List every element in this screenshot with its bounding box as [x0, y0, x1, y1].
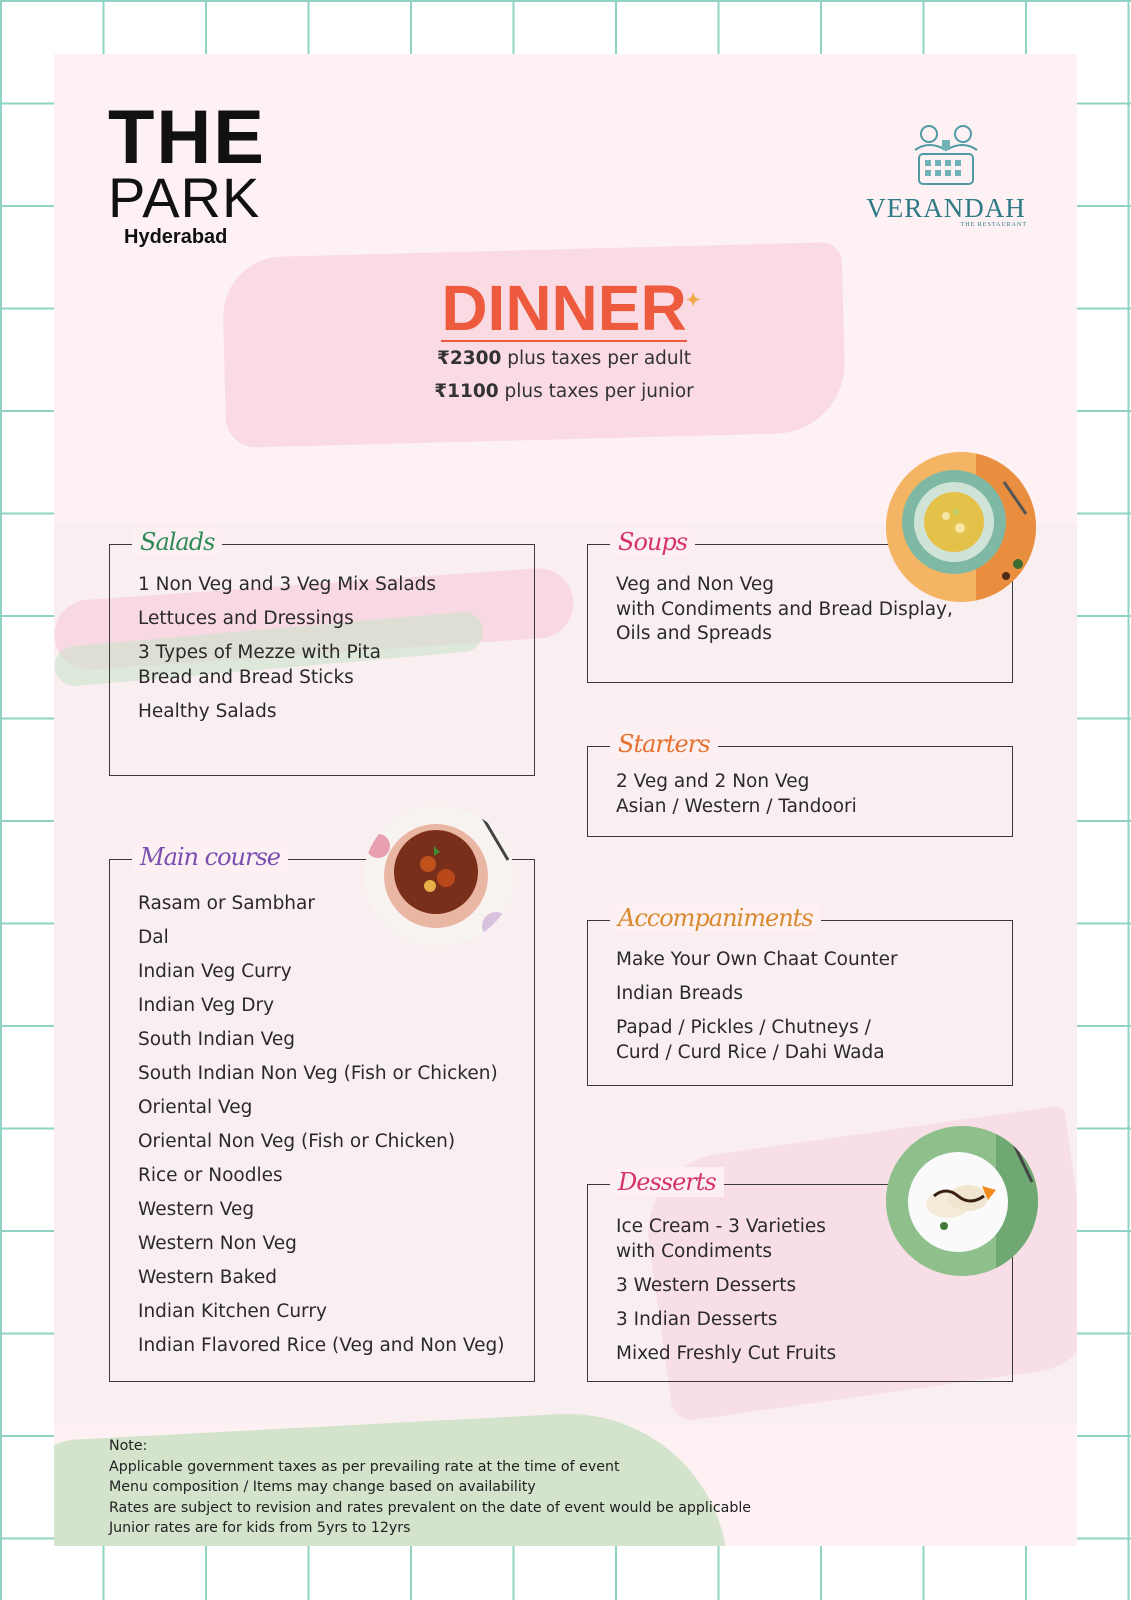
- desserts-list: [616, 1215, 836, 1376]
- menu-sheet: [54, 54, 1077, 1546]
- dinner-header: [354, 272, 774, 408]
- list-item: Indian Breads: [616, 983, 743, 1004]
- main-course-title: Main course: [132, 842, 288, 872]
- list-item: Indian Veg Curry: [138, 961, 292, 982]
- list-item: Oils and Spreads: [616, 623, 772, 644]
- price-adult: ₹2300 plus taxes per adult: [436, 348, 692, 369]
- logo-the: THE: [108, 95, 266, 180]
- list-item: Oriental Veg: [138, 1097, 253, 1118]
- list-item: 3 Types of Mezze with Pita: [138, 642, 382, 663]
- list-item: Asian / Western / Tandoori: [616, 795, 857, 817]
- note-line: Rates are subject to revision and rates prevalent on the date of event would be applicable: [109, 1499, 751, 1516]
- list-item: Healthy Salads: [138, 700, 277, 722]
- note-line: Applicable government taxes as per prevailing rate at the time of event: [109, 1458, 620, 1475]
- list-item: Indian Flavored Rice (Veg and Non Veg): [138, 1335, 505, 1356]
- restaurant-name: VERANDAH: [866, 193, 1026, 223]
- list-item: Curd / Curd Rice / Dahi Wada: [616, 1041, 885, 1063]
- soup-bowl-image: [886, 452, 1036, 602]
- salads-title: Salads: [132, 527, 222, 557]
- list-item: Oriental Non Veg (Fish or Chicken): [138, 1131, 456, 1152]
- restaurant-tagline: THE RESTAURANT: [960, 222, 1027, 228]
- list-item: Bread and Bread Sticks: [138, 666, 354, 688]
- meal-title: DINNER: [441, 272, 687, 344]
- salads-list: [138, 573, 436, 734]
- starters-list: [616, 770, 857, 819]
- list-item: Western Baked: [138, 1267, 277, 1288]
- verandah-logo: [861, 120, 1031, 228]
- list-item: with Condiments: [616, 1240, 772, 1262]
- dessert-plate-image: [886, 1126, 1038, 1276]
- soups-title: Soups: [610, 527, 695, 557]
- curry-bowl-image: [364, 806, 514, 946]
- list-item: Rasam or Sambhar: [138, 893, 315, 914]
- list-item: Make Your Own Chaat Counter: [616, 949, 898, 970]
- list-item: Rice or Noodles: [138, 1165, 283, 1186]
- list-item: 3 Western Desserts: [616, 1274, 797, 1296]
- list-item: 3 Indian Desserts: [616, 1308, 778, 1330]
- list-item: Ice Cream - 3 Varieties: [616, 1216, 826, 1237]
- list-item: Western Non Veg: [138, 1233, 297, 1254]
- list-item: Mixed Freshly Cut Fruits: [616, 1342, 837, 1364]
- list-item: Lettuces and Dressings: [138, 608, 354, 629]
- desserts-title: Desserts: [610, 1167, 724, 1197]
- verandah-emblem-icon: [905, 120, 987, 192]
- note-line: Junior rates are for kids from 5yrs to 12yrs: [109, 1520, 411, 1537]
- accompaniments-section: [587, 904, 1013, 1086]
- list-item: Dal: [138, 927, 169, 948]
- notes-block: [109, 1436, 751, 1539]
- list-item: Western Veg: [138, 1199, 255, 1220]
- list-item: Papad / Pickles / Chutneys /: [616, 1017, 871, 1038]
- notes-heading: Note:: [109, 1438, 148, 1454]
- the-park-logo: [108, 95, 308, 250]
- sparkle-icon: ✦: [685, 290, 701, 310]
- list-item: with Condiments and Bread Display,: [616, 598, 953, 620]
- accompaniments-list: [616, 948, 898, 1065]
- price-junior: ₹1100 plus taxes per junior: [434, 381, 694, 402]
- salads-section: [109, 528, 535, 776]
- accompaniments-title: Accompaniments: [610, 903, 821, 933]
- note-line: Menu composition / Items may change based on availability: [109, 1479, 536, 1496]
- main-course-list: [138, 892, 504, 1368]
- list-item: 1 Non Veg and 3 Veg Mix Salads: [138, 574, 437, 595]
- list-item: South Indian Non Veg (Fish or Chicken): [138, 1063, 498, 1084]
- list-item: South Indian Veg: [138, 1029, 295, 1050]
- list-item: 2 Veg and 2 Non Veg: [616, 771, 810, 792]
- list-item: Veg and Non Veg: [616, 574, 775, 595]
- logo-park: PARK: [108, 166, 261, 229]
- logo-city: Hyderabad: [124, 226, 228, 248]
- list-item: Indian Kitchen Curry: [138, 1301, 327, 1322]
- soups-list: [616, 573, 953, 647]
- list-item: Indian Veg Dry: [138, 995, 275, 1016]
- starters-title: Starters: [610, 729, 718, 759]
- starters-section: [587, 730, 1013, 837]
